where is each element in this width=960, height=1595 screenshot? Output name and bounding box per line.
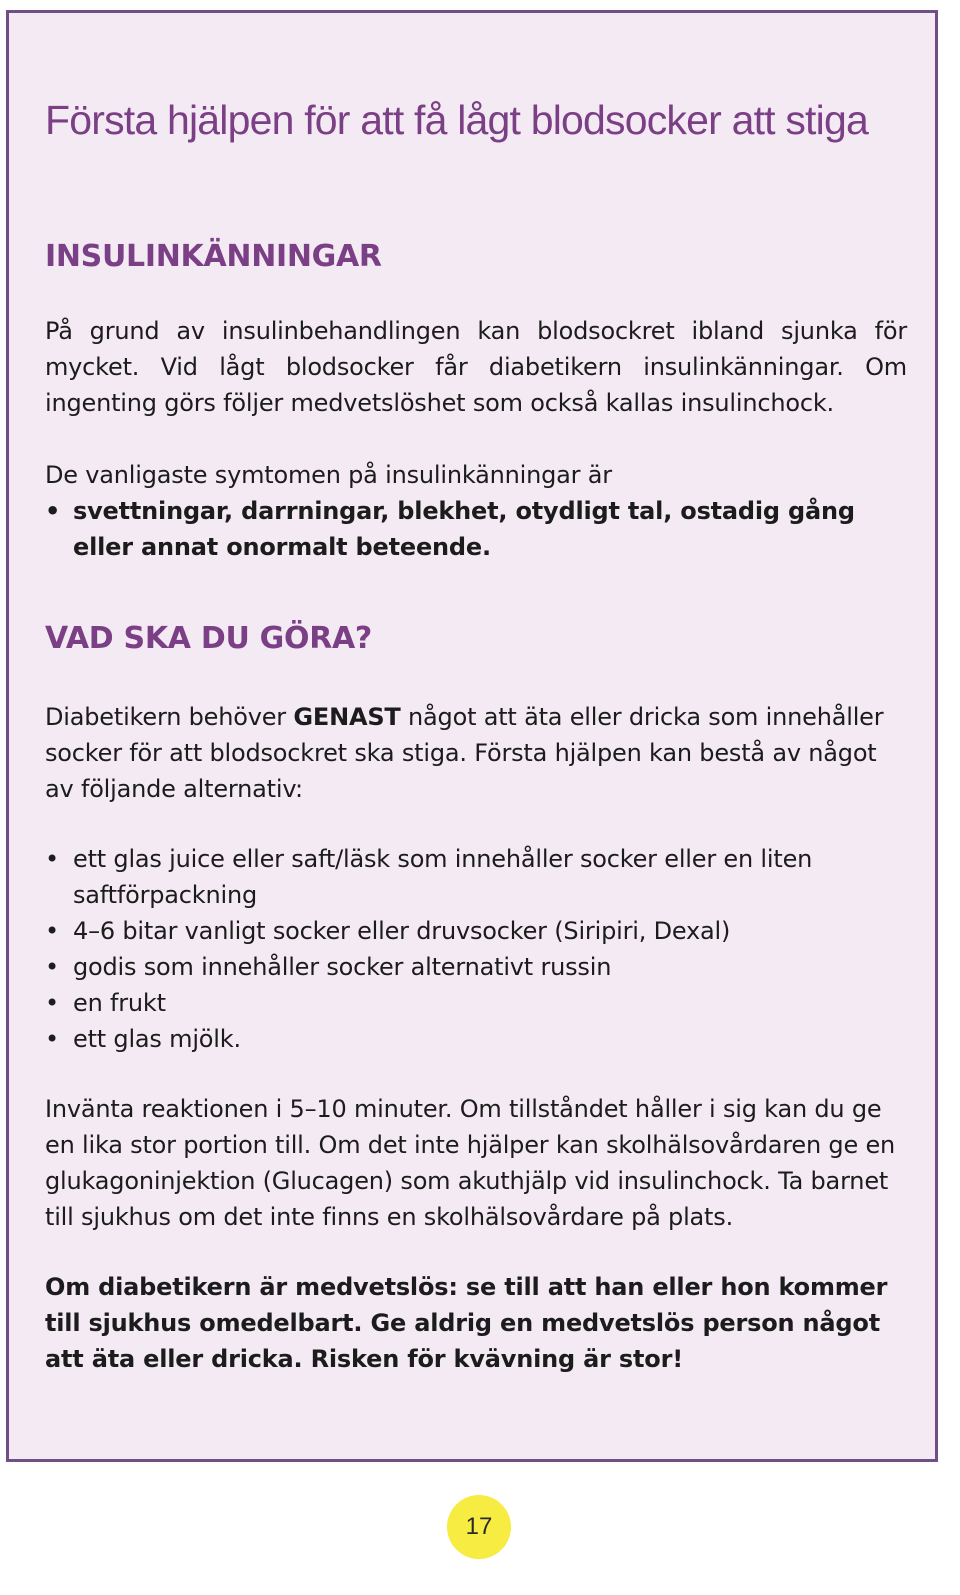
- list-item: [45, 841, 825, 913]
- symptoms-intro: De vanligaste symtomen på insulinkänningar är: [45, 461, 612, 489]
- list-item-text: ett glas juice eller saft/läsk som innehåller socker eller en liten saftförpackning: [73, 845, 813, 909]
- list-item: [45, 493, 907, 565]
- content-panel: [6, 10, 938, 1462]
- what-to-do-paragraph: [45, 699, 907, 807]
- what-to-do-text-start: Diabetikern behöver: [45, 703, 294, 731]
- list-item-text: godis som innehåller socker alternativt russin: [73, 953, 612, 981]
- list-item: [45, 913, 825, 949]
- list-item: [45, 985, 825, 1021]
- alternatives-list: [45, 841, 825, 1057]
- bullet-icon: •: [45, 1025, 59, 1053]
- list-item: [45, 949, 825, 985]
- list-item: [45, 1021, 825, 1057]
- bullet-icon: •: [45, 497, 61, 525]
- list-item-text: ett glas mjölk.: [73, 1025, 241, 1053]
- bullet-icon: •: [45, 953, 59, 981]
- what-to-do-text-end: något att äta eller dricka som innehåller socker för att blodsockret ska stiga. Första hjälpen kan bestå av något av följande alternativ:: [45, 703, 884, 803]
- wait-paragraph: Invänta reaktionen i 5–10 minuter. Om tillståndet håller i sig kan du ge en lika stor portion till. Om det inte hjälper kan skolhälsovårdaren ge en glukagoninjektion (Glucagen) som akuthjälp vid insulinchock. Ta barnet till sjukhus om det inte finns en skolhälsovårdare på plats.: [45, 1095, 896, 1231]
- bullet-icon: •: [45, 917, 59, 945]
- list-item-text: svettningar, darrningar, blekhet, otydligt tal, ostadig gång eller annat onormalt beteende.: [73, 497, 855, 561]
- symptoms-list: [45, 493, 907, 565]
- section-heading-vad-ska-du-gora: VAD SKA DU GÖRA?: [45, 621, 373, 656]
- unconscious-warning: Om diabetikern är medvetslös: se till att han eller hon kommer till sjukhus omedelbart. Ge aldrig en medvetslös person något att äta eller dricka. Risken för kvävning är stor!: [45, 1273, 888, 1373]
- genast-emphasis: GENAST: [293, 703, 401, 731]
- page-number: 17: [447, 1495, 511, 1559]
- page-title: Första hjälpen för att få lågt blodsocker att stiga: [45, 97, 868, 143]
- section-heading-insulinkanningar: INSULINKÄNNINGAR: [45, 239, 382, 274]
- insulinkanningar-paragraph: På grund av insulinbehandlingen kan blodsockret ibland sjunka för mycket. Vid lågt blodsocker får diabetikern insulinkänningar. Om ingenting görs följer medvetslöshet som också kallas insulinchock.: [45, 317, 907, 417]
- list-item-text: 4–6 bitar vanligt socker eller druvsocker (Siripiri, Dexal): [73, 917, 731, 945]
- bullet-icon: •: [45, 845, 59, 873]
- list-item-text: en frukt: [73, 989, 166, 1017]
- bullet-icon: •: [45, 989, 59, 1017]
